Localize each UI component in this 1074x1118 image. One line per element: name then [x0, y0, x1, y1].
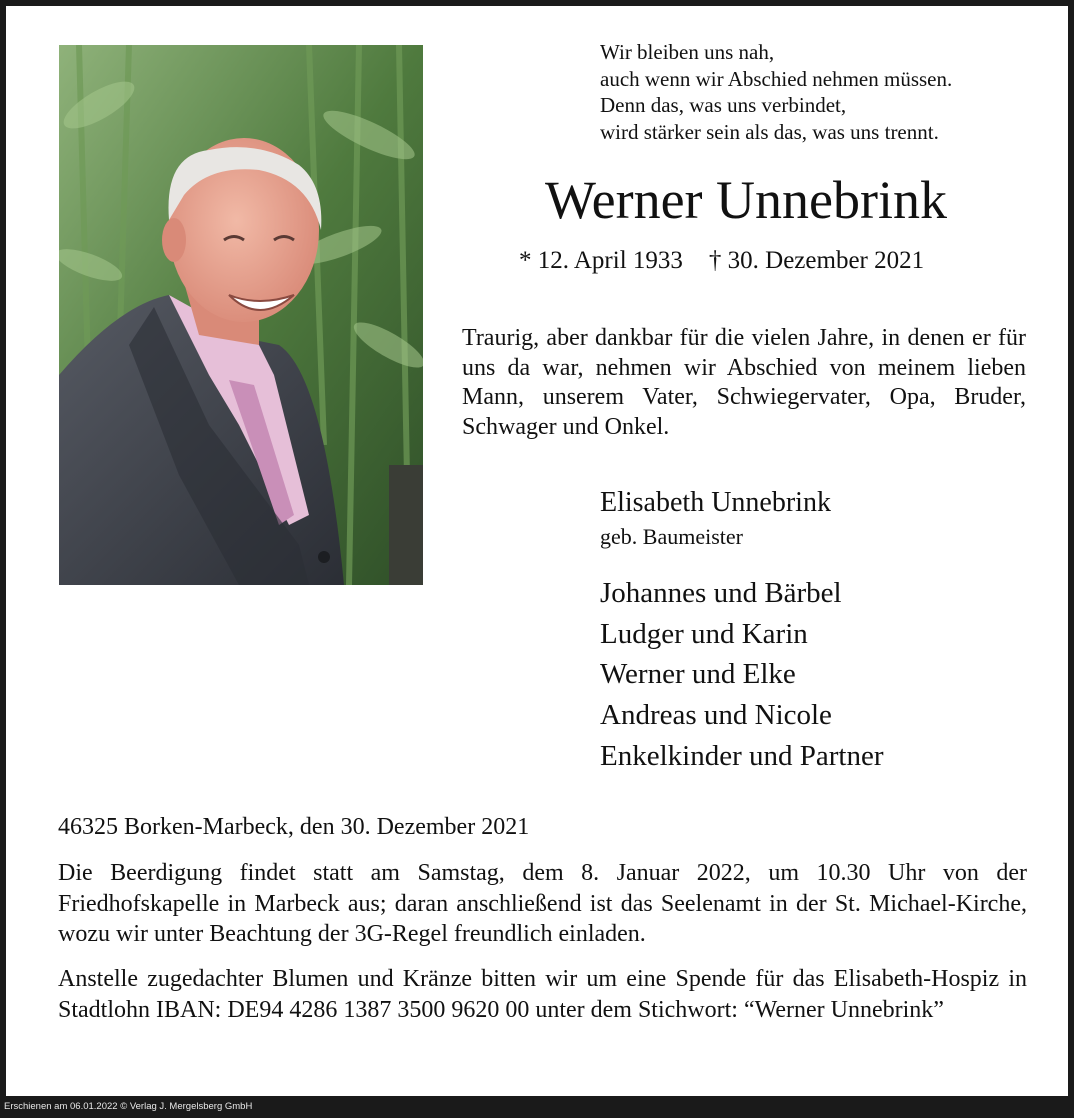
- portrait-photo: [59, 45, 423, 585]
- family-member: Ludger und Karin: [600, 617, 808, 650]
- poem-line: Wir bleiben uns nah,: [600, 40, 775, 64]
- widow-name: Elisabeth Unnebrink: [600, 487, 831, 518]
- family-member: Johannes und Bärbel: [600, 577, 842, 609]
- family-member: Werner und Elke: [600, 658, 796, 691]
- obituary-card: [6, 6, 1068, 1096]
- life-dates: [519, 246, 924, 276]
- widow-born-name: geb. Baumeister: [600, 524, 743, 549]
- deceased-name: Werner Unnebrink: [545, 170, 947, 230]
- publication-footer: Erschienen am 06.01.2022 © Verlag J. Mergelsberg GmbH: [4, 1101, 253, 1112]
- family-list: [600, 573, 883, 777]
- family-member: Andreas und Nicole: [600, 699, 832, 732]
- poem-line: Denn das, was uns verbindet,: [600, 93, 847, 117]
- family-member: Enkelkinder und Partner: [600, 739, 884, 772]
- poem-line: wird stärker sein als das, was uns trennt.: [600, 119, 939, 144]
- death-date: † 30. Dezember 2021: [708, 247, 925, 274]
- intro-text: Traurig, aber dankbar für die vielen Jahre, in denen er für uns da war, nehmen wir Abschied von meinem lieben Mann, unserem Vater, Schwiegervater, Opa, Bruder, Schwager und Onkel.: [462, 325, 1026, 440]
- poem-line: auch wenn wir Abschied nehmen müssen.: [600, 66, 953, 91]
- donation-text: Anstelle zugedachter Blumen und Kränze bitten wir um eine Spende für das Elisabeth-Hospiz in Stadtlohn IBAN: DE94 4286 1387 3500 9620 00 unter dem Stichwort: “Werner Unnebrink”: [58, 966, 1027, 1023]
- poem-block: [600, 39, 952, 145]
- place-date: 46325 Borken-Marbeck, den 30. Dezember 2021: [58, 814, 530, 840]
- birth-date: * 12. April 1933: [519, 247, 683, 274]
- funeral-text: Die Beerdigung findet statt am Samstag, dem 8. Januar 2022, um 10.30 Uhr von der Friedhofskapelle in Marbeck aus; daran anschließend ist das Seelenamt in der St. Michael-Kirche, wozu wir unter Beachtung der 3G-Regel freundlich einladen.: [58, 860, 1027, 947]
- widow-block: [600, 486, 831, 554]
